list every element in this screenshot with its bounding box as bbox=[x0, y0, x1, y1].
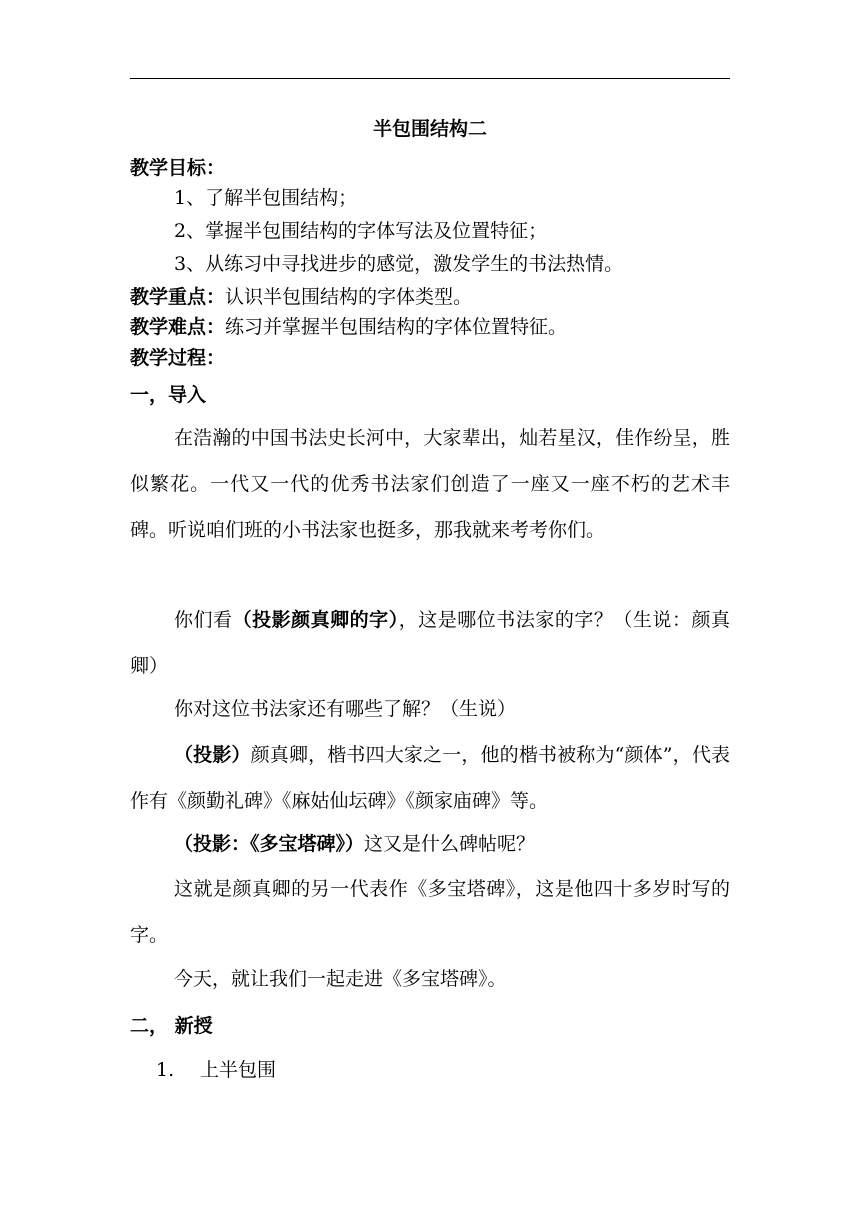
p2-pre: 你们看 bbox=[174, 609, 233, 631]
yan-zhenqing-paragraph bbox=[130, 732, 730, 824]
difficulty-label: 教学难点： bbox=[130, 316, 226, 338]
process-heading: 教学过程： bbox=[130, 347, 226, 369]
p5-projection: （投影：《多宝塔碑》） bbox=[174, 833, 365, 855]
question-paragraph: 你对这位书法家还有哪些了解？（生说） bbox=[174, 698, 517, 720]
document-title: 半包围结构二 bbox=[372, 118, 487, 140]
objective-item: 3、从练习中寻找进步的感觉，激发学生的书法热情。 bbox=[174, 253, 624, 275]
p2-post: ，这是哪位书法家的字？（生说：颜真卿） bbox=[130, 609, 730, 677]
key-point-line bbox=[130, 285, 472, 309]
key-point-text: 认识半包围结构的字体类型。 bbox=[225, 286, 473, 308]
intro-paragraph: 在浩瀚的中国书法史长河中，大家辈出，灿若星汉，佳作纷呈，胜似繁花。一代又一代的优秀书法家们创造了一座又一座不朽的艺术丰碑。听说咱们班的小书法家也挺多，那我就来考考你们。 bbox=[130, 427, 730, 541]
difficulty-text: 练习并掌握半包围结构的字体位置特征。 bbox=[225, 316, 568, 338]
key-point-label: 教学重点： bbox=[130, 286, 226, 308]
today-paragraph: 今天，就让我们一起走进《多宝塔碑》。 bbox=[174, 968, 507, 990]
p2-projection: （投影颜真卿的字） bbox=[232, 609, 399, 631]
p4-post: 颜真卿，楷书四大家之一，他的楷书被称为“颜体”，代表作有《颜勤礼碑》《麻姑仙坛碑》《颜家庙碑》等。 bbox=[130, 744, 730, 812]
section2-heading: 二， 新授 bbox=[130, 1015, 213, 1037]
section1-heading: 一，导入 bbox=[130, 384, 207, 406]
list-item-number: 1. bbox=[156, 1059, 175, 1081]
list-item-text: 上半包围 bbox=[200, 1059, 277, 1081]
difficulty-line bbox=[130, 315, 567, 339]
objective-item: 1、了解半包围结构； bbox=[174, 187, 358, 209]
header-rule bbox=[130, 78, 730, 79]
objectives-heading: 教学目标： bbox=[130, 157, 226, 179]
age-paragraph: 这就是颜真卿的另一代表作《多宝塔碑》，这是他四十多岁时写的字。 bbox=[130, 878, 730, 946]
p4-projection: （投影） bbox=[174, 744, 251, 766]
projection-paragraph bbox=[130, 597, 730, 689]
objective-item: 2、掌握半包围结构的字体写法及位置特征； bbox=[174, 220, 548, 242]
p5-post: 这又是什么碑帖呢？ bbox=[364, 833, 536, 855]
duobao-paragraph bbox=[130, 821, 730, 867]
